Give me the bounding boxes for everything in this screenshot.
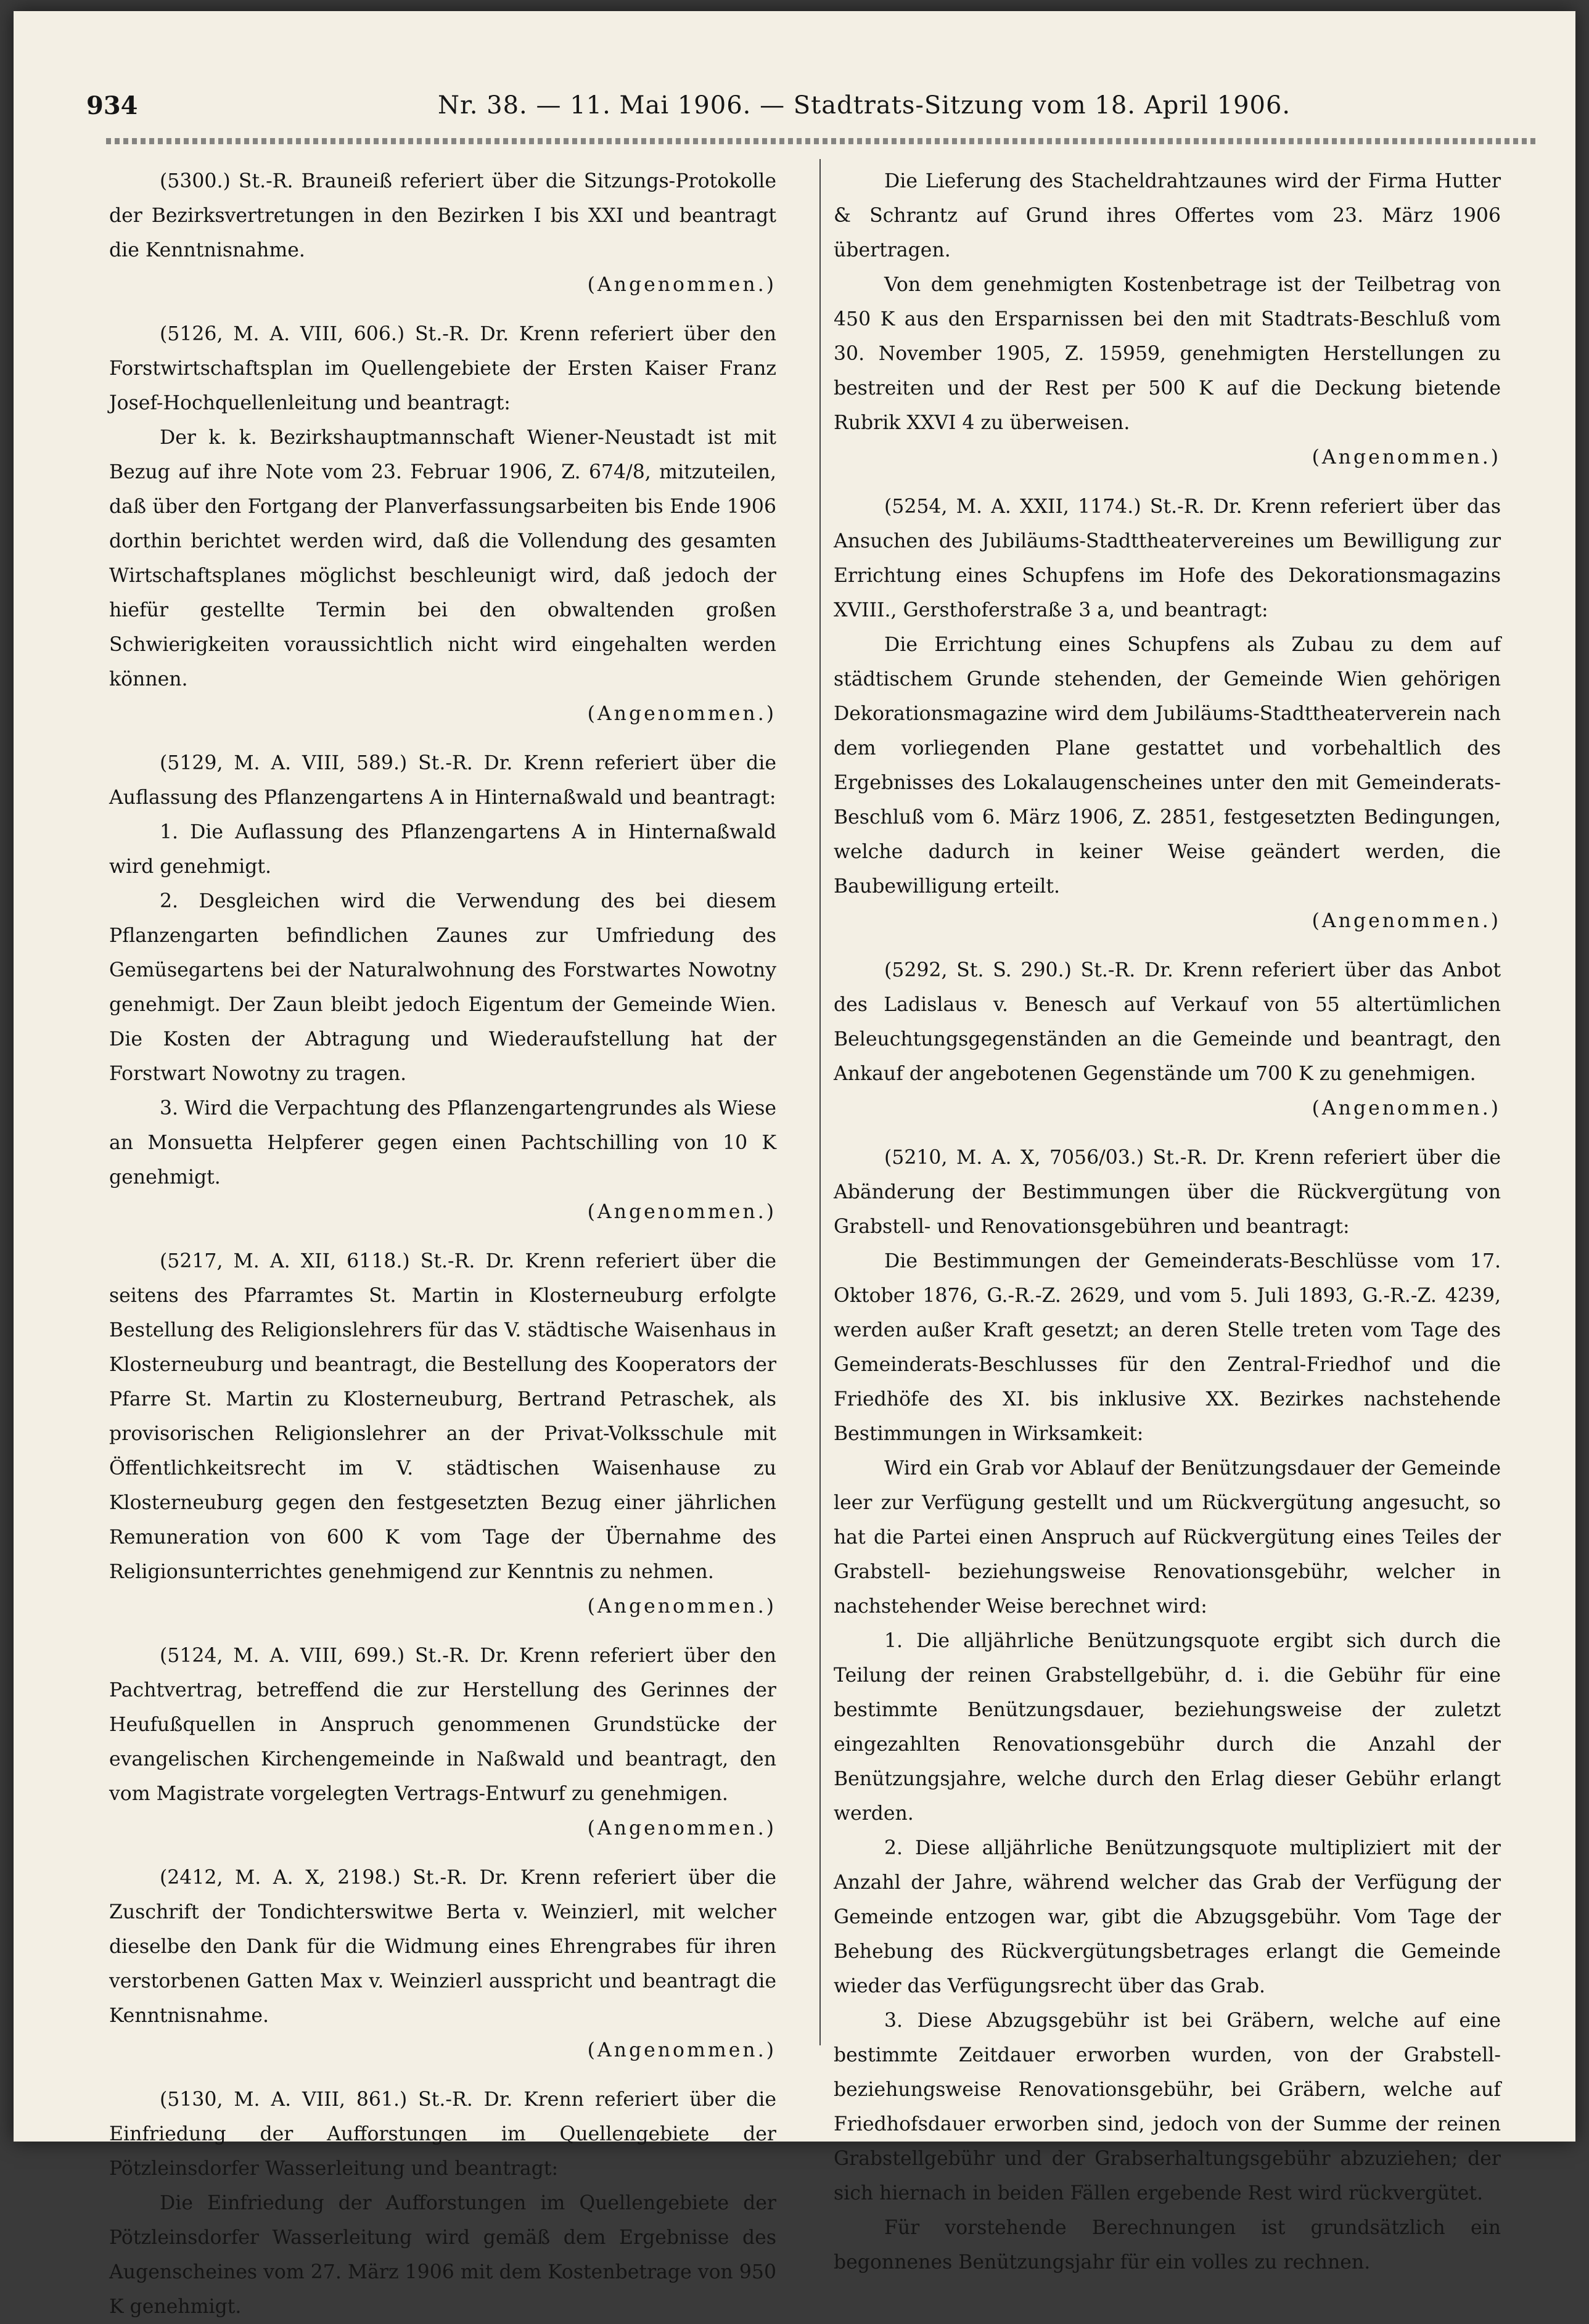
result-note: (Angenommen.) — [587, 1595, 776, 1618]
result-note: (Angenommen.) — [1312, 1097, 1501, 1119]
paragraph: Die Bestimmungen der Gemeinderats-Beschlüsse vom 17. Oktober 1876, G.-R.-Z. 2629, und vom 5. Juli 1893, G.-R.-Z. 4239, werden außer Kraft gesetzt; an deren Stelle treten vom Tage des Gemeinderats-Beschlusses für den Zentral-Friedhof und die Friedhöfe des XI. bis inklusive XX. Bezirkes nachstehende Bestimmungen in Wirksamkeit: — [834, 1250, 1501, 1445]
paragraph: Wird ein Grab vor Ablauf der Benützungsdauer der Gemeinde leer zur Verfügung gestellt und um Rückvergütung angesucht, so hat die Partei einen Anspruch auf Rückvergütung eines Teiles der Grabstell- beziehungsweise Renovationsgebühr, welcher in nachstehender Weise berechnet wird: — [834, 1457, 1501, 1618]
paragraph: 2. Diese alljährliche Benützungsquote multipliziert mit der Anzahl der Jahre, während welcher das Grab der Verfügung der Gemeinde entzogen war, gibt die Abzugsgebühr. Vom Tage der Behebung des Rückvergütungsbetrages erlangt die Gemeinde wieder das Verfügungsrecht über das Grab. — [834, 1837, 1501, 1997]
result-note: (Angenommen.) — [1312, 910, 1501, 932]
paragraph: Von dem genehmigten Kostenbetrage ist der Teilbetrag von 450 K aus den Ersparnissen bei den mit Stadtrats-Beschluß vom 30. November 1905, Z. 15959, genehmigten Herstellungen zu bestreiten und der Rest per 500 K auf die Deckung bietende Rubrik XXVI 4 zu überweisen. (Angenommen.) — [834, 268, 1501, 475]
header-rule — [106, 138, 1537, 144]
page-header — [86, 85, 1291, 134]
paragraph: Die Lieferung des Stacheldrahtzaunes wird der Firma Hutter & Schrantz auf Grund ihres Offertes vom 23. März 1906 übertragen. — [834, 170, 1501, 261]
paragraph: (5129, M. A. VIII, 589.) St.-R. Dr. Krenn referiert über die Auflassung des Pflanzengartens A in Hinternaßwald und beantragt: — [109, 752, 776, 809]
paragraph: (5124, M. A. VIII, 699.) St.-R. Dr. Krenn referiert über den Pachtvertrag, betreffend die zur Herstellung des Gerinnes der Heufußquellen in Anspruch genommenen Grundstücke der evangelischen Kirchengemeinde in Naßwald und beantragt, den vom Magistrate vorgelegten Vertrags-Entwurf zu genehmigen. (Angenommen.) — [109, 1639, 776, 1846]
result-note: (Angenommen.) — [587, 1201, 776, 1223]
paragraph: (2412, M. A. X, 2198.) St.-R. Dr. Krenn referiert über die Zuschrift der Tondichterswitwe Berta v. Weinzierl, mit welcher dieselbe den Dank für die Widmung eines Ehrengrabes für ihren verstorbenen Gatten Max v. Weinzierl ausspricht und beantragt die Kenntnisnahme. (Angenommen.) — [109, 1860, 776, 2068]
paragraph: (5126, M. A. VIII, 606.) St.-R. Dr. Krenn referiert über den Forstwirtschaftsplan im Quellengebiete der Ersten Kaiser Franz Josef-Hochquellenleitung und beantragt: — [109, 323, 776, 414]
left-column — [109, 164, 776, 2318]
running-title: Nr. 38. — 11. Mai 1906. — Stadtrats-Sitzung vom 18. April 1906. — [438, 91, 1291, 120]
paragraph: 3. Diese Abzugsgebühr ist bei Gräbern, welche auf eine bestimmte Zeitdauer erworben wurden, von der Grabstell- beziehungsweise Renovationsgebühr, bei Gräbern, welche auf Friedhofsdauer erworben sind, jedoch von der Summe der reinen Grabstellgebühr und der Grabserhaltungsgebühr abzuziehen; der sich hiernach in beiden Fällen ergebende Rest wird rückvergütet. — [834, 2010, 1501, 2204]
result-note: (Angenommen.) — [1312, 446, 1501, 468]
paragraph: (5130, M. A. VIII, 861.) St.-R. Dr. Krenn referiert über die Einfriedung der Aufforstungen im Quellengebiete der Pötzleinsdorfer Wasserleitung und beantragt: — [109, 2089, 776, 2180]
result-note: (Angenommen.) — [587, 1817, 776, 1839]
paragraph: (5217, M. A. XII, 6118.) St.-R. Dr. Krenn referiert über die seitens des Pfarramtes St. Martin in Klosterneuburg erfolgte Bestellung des Religionslehrers für das V. städtische Waisenhaus in Klosterneuburg und beantragt, die Bestellung des Kooperators der Pfarre St. Martin zu Klosterneuburg, Bertrand Petraschek, als provisorischen Religionslehrer an der Privat-Volksschule mit Öffentlichkeitsrecht im V. städtischen Waisenhause zu Klosterneuburg gegen den festgesetzten Bezug einer jährlichen Remuneration von 600 K vom Tage der Übernahme des Religionsunterrichtes genehmigend zur Kenntnis zu nehmen. (Angenommen.) — [109, 1244, 776, 1624]
paragraph: Die Einfriedung der Aufforstungen im Quellengebiete der Pötzleinsdorfer Wasserleitung wird gemäß dem Ergebnisse des Augenscheines vom 27. März 1906 mit dem Kostenbetrage von 950 K genehmigt. — [109, 2192, 776, 2318]
page-number: 934 — [86, 91, 138, 120]
paragraph: Für vorstehende Berechnungen ist grundsätzlich ein begonnenes Benützungsjahr für ein volles zu rechnen. — [834, 2217, 1501, 2273]
newspaper-page — [14, 11, 1575, 2318]
result-note: (Angenommen.) — [587, 703, 776, 725]
paragraph: (5210, M. A. X, 7056/03.) St.-R. Dr. Krenn referiert über die Abänderung der Bestimmungen über die Rückvergütung von Grabstell- und Renovationsgebühren und beantragt: — [834, 1147, 1501, 1238]
column-divider — [819, 159, 821, 2045]
paragraph: 1. Die Auflassung des Pflanzengartens A in Hinternaßwald wird genehmigt. — [109, 821, 776, 878]
right-column — [834, 164, 1501, 2273]
paragraph: 2. Desgleichen wird die Verwendung des bei diesem Pflanzengarten befindlichen Zaunes zur Umfriedung des Gemüsegartens bei der Naturalwohnung des Forstwartes Nowotny genehmigt. Der Zaun bleibt jedoch Eigentum der Gemeinde Wien. Die Kosten der Abtragung und Wiederaufstellung hat der Forstwart Nowotny zu tragen. — [109, 890, 776, 1085]
result-note: (Angenommen.) — [587, 274, 776, 296]
paragraph: Die Errichtung eines Schupfens als Zubau zu dem auf städtischem Grunde stehenden, der Gemeinde Wien gehörigen Dekorationsmagazine wird dem Jubiläums-Stadttheaterverein nach dem vorliegenden Plane gestattet und vorbehaltlich des Ergebnisses des Lokalaugenscheines unter den mit Gemeinderats-Beschluß vom 6. März 1906, Z. 2851, festgesetzten Bedingungen, welche dadurch in keiner Weise geändert werden, die Baubewilligung erteilt. (Angenommen.) — [834, 628, 1501, 938]
paragraph: (5254, M. A. XXII, 1174.) St.-R. Dr. Krenn referiert über das Ansuchen des Jubiläums-Stadttheatervereines um Bewilligung zur Errichtung eines Schupfens im Hofe des Dekorationsmagazins XVIII., Gersthoferstraße 3 a, und beantragt: — [834, 496, 1501, 621]
paragraph: 3. Wird die Verpachtung des Pflanzengartengrundes als Wiese an Monsuetta Helpferer gegen einen Pachtschilling von 10 K genehmigt. (Angenommen.) — [109, 1091, 776, 1229]
paragraph: 1. Die alljährliche Benützungsquote ergibt sich durch die Teilung der reinen Grabstellgebühr, d. i. die Gebühr für eine bestimmte Benützungsdauer, beziehungsweise der zuletzt eingezahlten Renovationsgebühr durch die Anzahl der Benützungsjahre, welche durch den Erlag dieser Gebühr erlangt werden. — [834, 1630, 1501, 1825]
paragraph: (5300.) St.-R. Brauneiß referiert über die Sitzungs-Protokolle der Bezirksvertretungen in den Bezirken I bis XXI und beantragt die Kenntnisnahme. (Angenommen.) — [109, 164, 776, 302]
paragraph: Der k. k. Bezirkshauptmannschaft Wiener-Neustadt ist mit Bezug auf ihre Note vom 23. Februar 1906, Z. 674/8, mitzuteilen, daß über den Fortgang der Planverfassungsarbeiten bis Ende 1906 dorthin berichtet werden wird, daß die Vollendung des gesamten Wirtschaftsplanes möglichst beschleunigt wird, daß jedoch der hiefür gestellte Termin bei den obwaltenden großen Schwierigkeiten voraussichtlich nicht wird eingehalten werden können. (Angenommen.) — [109, 420, 776, 731]
result-note: (Angenommen.) — [587, 2039, 776, 2061]
paragraph: (5292, St. S. 290.) St.-R. Dr. Krenn referiert über das Anbot des Ladislaus v. Benesch auf Verkauf von 55 altertümlichen Beleuchtungsgegenständen an die Gemeinde und beantragt, den Ankauf der angebotenen Gegenstände um 700 K zu genehmigen. (Angenommen.) — [834, 953, 1501, 1126]
